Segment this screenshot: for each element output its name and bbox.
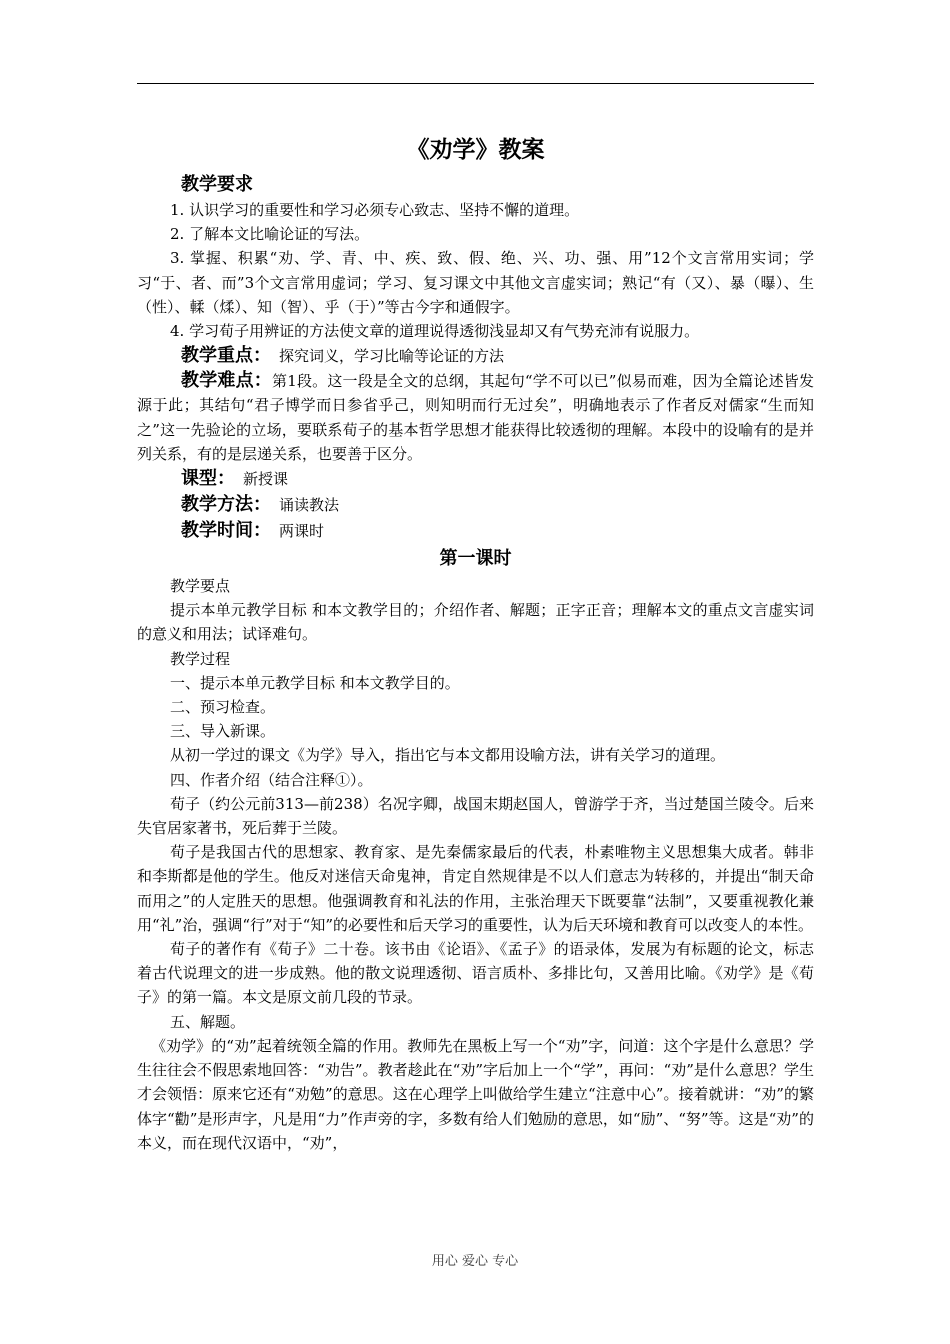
lesson-paragraph: 二、预习检查。 — [170, 698, 276, 717]
difficulty-row — [137, 369, 814, 466]
type-label: 课型： — [181, 468, 235, 490]
document-body — [137, 130, 814, 1155]
time-label: 教学时间： — [181, 520, 271, 542]
lesson-paragraph: 荀子的著作有《荀子》二十卷。该书由《论语》、《孟子》的语录体，发展为有标题的论文，标志着古代说理文的进一步成熟。他的散文说理透彻、语言质朴、多排比句，又善用比喻。《劝学》是《荀子》的第一篇。本文是原文前几段的节录。 — [137, 940, 814, 1007]
type-row — [137, 466, 814, 492]
time-text: 两课时 — [279, 522, 325, 541]
requirement-item: 2. 了解本文比喻论证的写法。 — [170, 225, 370, 244]
lesson-paragraph: 荀子是我国古代的思想家、教育家、是先秦儒家最后的代表，朴素唯物主义思想集大成者。韩非和李斯都是他的学生。他反对迷信天命鬼神，肯定自然规律是不以人们意志为转移的，并提出“制天命而用之”的人定胜天的思想。他强调教育和礼法的作用，主张治理天下既要靠“法制”，又要重视教化兼用“礼”治，强调“行”对于“知”的必要性和后天学习的重要性，认为后天环境和教育可以改变人的本性。 — [137, 843, 814, 934]
lesson-paragraph: 一、提示本单元教学目标 和本文教学目的。 — [170, 673, 460, 692]
page-footer: 用心 爱心 专心 — [431, 1254, 519, 1269]
lesson-paragraph: 教学过程 — [170, 649, 231, 668]
type-text: 新授课 — [243, 470, 289, 489]
method-row — [137, 492, 814, 518]
lesson-paragraph: 《劝学》的“劝”起着统领全篇的作用。教师先在黑板上写一个“劝”字，问道：这个字是什么意思？学生往往会不假思索地回答：“劝告”。教者趁此在“劝”字后加上一个“学”，再问：“劝”是什么意思？学生才会领悟：原来它还有“劝勉”的意思。这在心理学上叫做给学生建立“注意中心”。接着就讲：“劝”的繁体字“勸”是形声字，凡是用“力”作声旁的字，多数有给人们勉励的意思，如“励”、“努”等。这是“劝”的本义，而在现代汉语中，“劝”， — [137, 1036, 814, 1152]
focus-row — [137, 343, 814, 369]
lesson-paragraph: 提示本单元教学目标 和本文教学目的；介绍作者、解题；正字正音；理解本文的重点文言虚实词的意义和用法；试译难句。 — [137, 601, 814, 644]
requirement-item: 1. 认识学习的重要性和学习必须专心致志、坚持不懈的道理。 — [170, 201, 580, 219]
requirements-heading: 教学要求 — [181, 174, 253, 195]
header-rule — [137, 83, 814, 84]
document-title: 《劝学》教案 — [406, 137, 545, 163]
method-label: 教学方法： — [181, 494, 271, 516]
focus-text: 探究词义，学习比喻等论证的方法 — [279, 347, 505, 366]
focus-label: 教学重点： — [181, 345, 271, 367]
difficulty-text: 第1段。这一段是全文的总纲，其起句“学不可以已”似易而难，因为全篇论述皆发源于此；其结句“君子博学而日参省乎己，则知明而行无过矣”，明确地表示了作者反对儒家“生而知之”这一先验论的立场，要联系荀子的基本哲学思想才能获得比较透彻的理解。本段中的设喻有的是并列关系，有的是层递关系，也要善于区分。 — [137, 372, 815, 463]
difficulty-label: 教学难点： — [181, 370, 272, 392]
lesson-paragraph: 三、导入新课。 — [170, 722, 276, 741]
lesson-paragraph: 教学要点 — [170, 577, 231, 596]
lesson-paragraph: 荀子（约公元前313—前238）名况字卿，战国末期赵国人，曾游学于齐，当过楚国兰陵令。后来失官居家著书，死后葬于兰陵。 — [137, 794, 814, 838]
lesson-paragraph: 五、解题。 — [170, 1012, 246, 1031]
method-text: 诵读教法 — [279, 496, 340, 515]
lesson-paragraph: 从初一学过的课文《为学》导入，指出它与本文都用设喻方法，讲有关学习的道理。 — [170, 746, 726, 765]
lesson-paragraph: 四、作者介绍（结合注释①）。 — [170, 770, 373, 789]
lesson1-heading: 第一课时 — [439, 548, 512, 570]
time-row — [137, 518, 814, 544]
requirement-item: 4. 学习荀子用辨证的方法使文章的道理说得透彻浅显却又有气势充沛有说服力。 — [170, 322, 700, 341]
requirement-item: 3. 掌握、积累“劝、学、青、中、疾、致、假、绝、兴、功、强、用”12个文言常用实词；学习“于、者、而”3个文言常用虚词；学习、复习课文中其他文言虚实词；熟记“有（又）、暴（曝）、生（性）、輮（煣）、知（智）、乎（于）”等古今字和通假字。 — [137, 249, 814, 316]
